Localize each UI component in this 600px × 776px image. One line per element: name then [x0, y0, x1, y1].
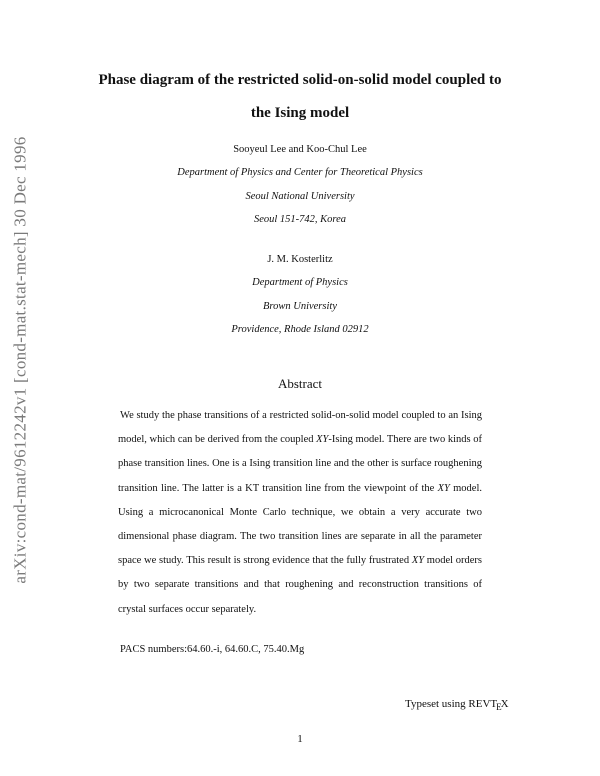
abstract-text: -Ising model. There are two kinds of phase transition lines. One is a Ising transition line and the other is surface roughening transition line. The latter is a KT transition line from the viewpoint of the: [118, 434, 482, 494]
pacs-numbers: PACS numbers:64.60.-i, 64.60.C, 75.40.Mg: [120, 644, 305, 655]
abstract-math-xy: XY: [316, 434, 329, 446]
typeset-prefix: Typeset using REVT: [405, 698, 498, 710]
page-number: 1: [297, 733, 303, 745]
abstract-text: We study the phase transitions of a restricted solid-on-solid model coupled to an Ising model, which can be derived from the coupled: [118, 410, 482, 446]
paper-title: [60, 64, 540, 130]
affiliation-line: Seoul 151-742, Korea: [253, 214, 347, 225]
affiliation-line: Brown University: [263, 300, 337, 312]
arxiv-identifier-text: arXiv:cond-mat/9612242v1 [cond-mat.stat-mech] 30 Dec 1996: [11, 136, 31, 584]
abstract-heading: Abstract: [277, 376, 323, 391]
affiliation-block-1: [110, 161, 490, 232]
typeset-tex-e: E: [496, 702, 502, 712]
typeset-note: [405, 698, 509, 710]
affiliation-line: Department of Physics: [252, 277, 348, 288]
title-line-1: Phase diagram of the restricted solid-on-solid model coupled to: [98, 72, 502, 88]
abstract-math-xy: XY: [411, 555, 425, 567]
affiliation-block-2: [110, 271, 490, 342]
title-line-2: the Ising model: [250, 105, 350, 121]
author-names-2: J. M. Kosterlitz: [267, 254, 333, 265]
abstract-body: [118, 404, 482, 622]
affiliation-line: Seoul National University: [245, 190, 355, 202]
abstract-math-xy: XY: [437, 482, 450, 494]
affiliation-line: Providence, Rhode Island 02912: [231, 324, 369, 335]
typeset-suffix: X: [500, 698, 509, 710]
abstract-paragraph: [118, 404, 482, 622]
author-names-1: Sooyeul Lee and Koo-Chul Lee: [233, 144, 367, 155]
affiliation-line: Department of Physics and Center for Theoretical Physics: [177, 167, 423, 178]
arxiv-identifier-stamp: [6, 100, 36, 620]
abstract-text: model. Using a microcanonical Monte Carlo technique, we obtain a very accurate two dimensional phase diagram. The two transition lines are separate in all the parameter space we study. This result is strong evidence that the fully frustrated: [118, 482, 482, 567]
abstract-text: model orders by two separate transitions and that roughening and reconstruction transitions of crystal surfaces occur separately.: [118, 555, 482, 615]
